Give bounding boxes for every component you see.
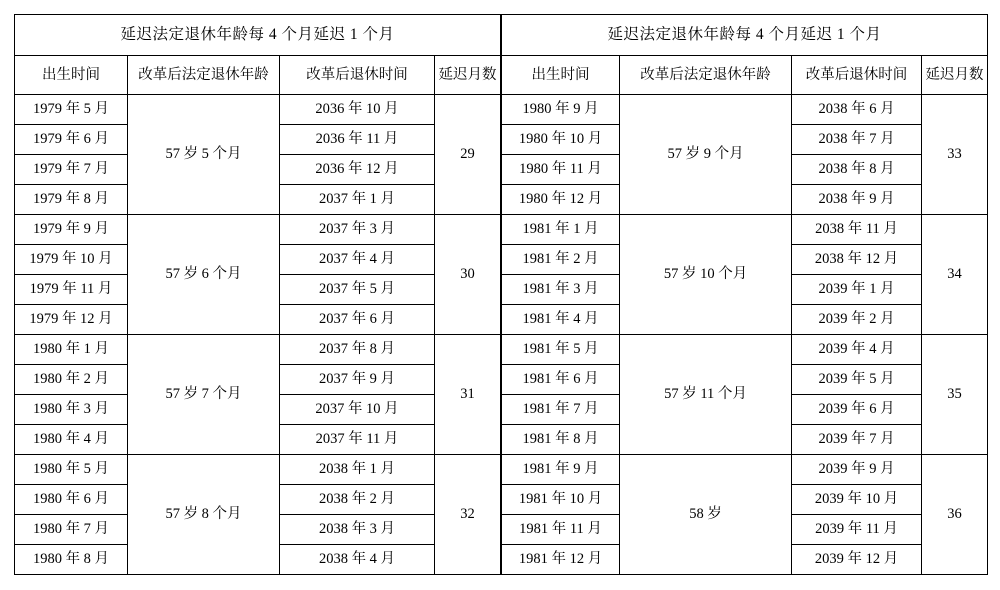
cell-months: 30 — [435, 215, 501, 335]
cell-months: 31 — [435, 335, 501, 455]
cell-age: 58 岁 — [620, 455, 792, 575]
cell-birth: 1981 年 6 月 — [502, 365, 620, 395]
cell-birth: 1979 年 11 月 — [15, 275, 128, 305]
cell-retire: 2037 年 1 月 — [280, 185, 435, 215]
cell-retire: 2038 年 3 月 — [280, 515, 435, 545]
table-caption: 延迟法定退休年龄每 4 个月延迟 1 个月 — [15, 15, 501, 56]
header-delay-months: 延迟月数 — [922, 56, 988, 95]
cell-retire: 2038 年 6 月 — [792, 95, 922, 125]
cell-retire: 2039 年 7 月 — [792, 425, 922, 455]
cell-months: 34 — [922, 215, 988, 335]
cell-retire: 2037 年 8 月 — [280, 335, 435, 365]
cell-birth: 1979 年 12 月 — [15, 305, 128, 335]
cell-birth: 1980 年 10 月 — [502, 125, 620, 155]
cell-retire: 2037 年 6 月 — [280, 305, 435, 335]
cell-birth: 1980 年 2 月 — [15, 365, 128, 395]
cell-months: 29 — [435, 95, 501, 215]
cell-months: 36 — [922, 455, 988, 575]
table-row — [502, 335, 988, 365]
cell-birth: 1979 年 9 月 — [15, 215, 128, 245]
cell-age: 57 岁 9 个月 — [620, 95, 792, 215]
cell-birth: 1980 年 7 月 — [15, 515, 128, 545]
table-row — [502, 455, 988, 485]
cell-birth: 1981 年 7 月 — [502, 395, 620, 425]
cell-retire: 2039 年 1 月 — [792, 275, 922, 305]
cell-retire: 2039 年 9 月 — [792, 455, 922, 485]
cell-age: 57 岁 7 个月 — [128, 335, 280, 455]
cell-retire: 2037 年 4 月 — [280, 245, 435, 275]
cell-retire: 2036 年 12 月 — [280, 155, 435, 185]
cell-birth: 1981 年 4 月 — [502, 305, 620, 335]
cell-birth: 1980 年 1 月 — [15, 335, 128, 365]
header-delay-months: 延迟月数 — [435, 56, 501, 95]
header-statutory-age: 改革后法定退休年龄 — [620, 56, 792, 95]
table-row — [15, 455, 501, 485]
cell-birth: 1980 年 5 月 — [15, 455, 128, 485]
cell-retire: 2039 年 10 月 — [792, 485, 922, 515]
header-retire-time: 改革后退休时间 — [280, 56, 435, 95]
cell-birth: 1980 年 11 月 — [502, 155, 620, 185]
table-row — [15, 95, 501, 125]
cell-birth: 1981 年 11 月 — [502, 515, 620, 545]
header-birth-time: 出生时间 — [502, 56, 620, 95]
retirement-table-right — [501, 14, 988, 575]
table-header-row — [502, 56, 988, 95]
cell-retire: 2039 年 11 月 — [792, 515, 922, 545]
cell-months: 32 — [435, 455, 501, 575]
table-row — [15, 215, 501, 245]
cell-retire: 2039 年 12 月 — [792, 545, 922, 575]
table-caption-row — [15, 15, 501, 56]
cell-retire: 2037 年 5 月 — [280, 275, 435, 305]
cell-birth: 1979 年 8 月 — [15, 185, 128, 215]
table-caption: 延迟法定退休年龄每 4 个月延迟 1 个月 — [502, 15, 988, 56]
cell-retire: 2039 年 5 月 — [792, 365, 922, 395]
cell-birth: 1980 年 9 月 — [502, 95, 620, 125]
retirement-table-left — [14, 14, 501, 575]
cell-birth: 1981 年 9 月 — [502, 455, 620, 485]
cell-birth: 1981 年 1 月 — [502, 215, 620, 245]
table-header-row — [15, 56, 501, 95]
cell-retire: 2039 年 4 月 — [792, 335, 922, 365]
cell-birth: 1980 年 6 月 — [15, 485, 128, 515]
cell-retire: 2037 年 3 月 — [280, 215, 435, 245]
retirement-tables — [14, 14, 986, 575]
cell-age: 57 岁 8 个月 — [128, 455, 280, 575]
cell-retire: 2037 年 11 月 — [280, 425, 435, 455]
cell-retire: 2038 年 9 月 — [792, 185, 922, 215]
cell-retire: 2038 年 8 月 — [792, 155, 922, 185]
cell-age: 57 岁 10 个月 — [620, 215, 792, 335]
cell-birth: 1979 年 10 月 — [15, 245, 128, 275]
table-caption-row — [502, 15, 988, 56]
cell-birth: 1979 年 6 月 — [15, 125, 128, 155]
cell-birth: 1981 年 3 月 — [502, 275, 620, 305]
table-row — [15, 335, 501, 365]
cell-age: 57 岁 6 个月 — [128, 215, 280, 335]
cell-age: 57 岁 11 个月 — [620, 335, 792, 455]
table-row — [502, 215, 988, 245]
cell-birth: 1980 年 12 月 — [502, 185, 620, 215]
cell-retire: 2038 年 1 月 — [280, 455, 435, 485]
cell-months: 35 — [922, 335, 988, 455]
cell-retire: 2036 年 11 月 — [280, 125, 435, 155]
table-row — [502, 95, 988, 125]
cell-birth: 1980 年 8 月 — [15, 545, 128, 575]
cell-retire: 2038 年 7 月 — [792, 125, 922, 155]
cell-retire: 2038 年 11 月 — [792, 215, 922, 245]
header-statutory-age: 改革后法定退休年龄 — [128, 56, 280, 95]
cell-retire: 2038 年 4 月 — [280, 545, 435, 575]
cell-birth: 1980 年 4 月 — [15, 425, 128, 455]
cell-retire: 2037 年 10 月 — [280, 395, 435, 425]
cell-birth: 1981 年 10 月 — [502, 485, 620, 515]
cell-birth: 1980 年 3 月 — [15, 395, 128, 425]
cell-months: 33 — [922, 95, 988, 215]
cell-retire: 2037 年 9 月 — [280, 365, 435, 395]
header-birth-time: 出生时间 — [15, 56, 128, 95]
cell-birth: 1981 年 2 月 — [502, 245, 620, 275]
cell-retire: 2039 年 2 月 — [792, 305, 922, 335]
cell-birth: 1981 年 8 月 — [502, 425, 620, 455]
header-retire-time: 改革后退休时间 — [792, 56, 922, 95]
cell-age: 57 岁 5 个月 — [128, 95, 280, 215]
cell-retire: 2038 年 2 月 — [280, 485, 435, 515]
cell-birth: 1979 年 5 月 — [15, 95, 128, 125]
cell-retire: 2039 年 6 月 — [792, 395, 922, 425]
cell-retire: 2038 年 12 月 — [792, 245, 922, 275]
cell-birth: 1981 年 12 月 — [502, 545, 620, 575]
cell-birth: 1979 年 7 月 — [15, 155, 128, 185]
cell-retire: 2036 年 10 月 — [280, 95, 435, 125]
cell-birth: 1981 年 5 月 — [502, 335, 620, 365]
